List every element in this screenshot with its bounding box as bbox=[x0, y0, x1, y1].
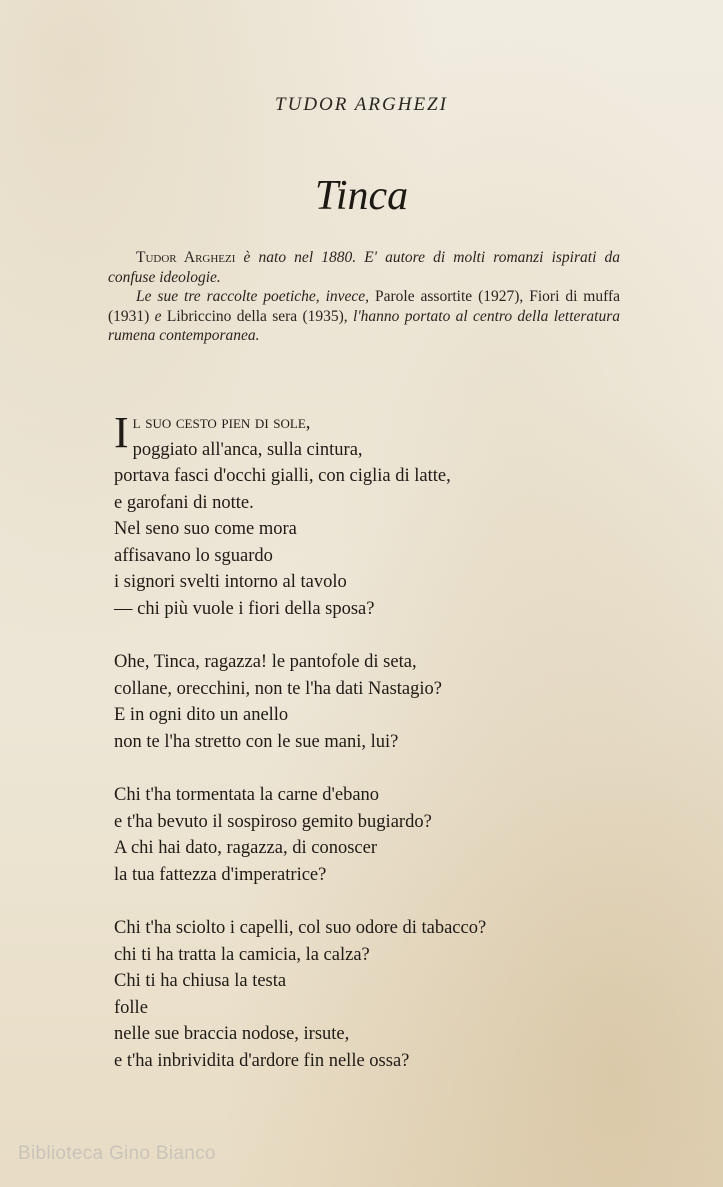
running-head: TUDOR ARGHEZI bbox=[275, 94, 448, 115]
intro-conjunction: e bbox=[154, 307, 162, 325]
intro-author-name: Tudor Arghezi bbox=[136, 249, 236, 266]
library-watermark: Biblioteca Gino Bianco bbox=[18, 1143, 216, 1164]
poem-line: collane, orecchini, non te l'ha dati Nastagio? bbox=[114, 678, 442, 699]
poem-line: nelle sue braccia nodose, irsute, bbox=[114, 1024, 350, 1044]
poem-line: affisavano lo sguardo bbox=[114, 545, 273, 566]
intro-year-2: (1931) bbox=[108, 307, 150, 325]
poem-line: Chi ti ha chiusa la testa bbox=[114, 971, 287, 991]
poem-line: Chi t'ha sciolto i capelli, col suo odore di tabacco? bbox=[114, 918, 487, 938]
poem-line: chi ti ha tratta la camicia, la calza? bbox=[114, 944, 370, 965]
author-introduction bbox=[108, 248, 620, 346]
poem-line: Nel seno suo come mora bbox=[114, 519, 297, 539]
poem-line: Ohe, Tinca, ragazza! le pantofole di seta, bbox=[114, 652, 417, 672]
intro-book-2: Fiori di muffa bbox=[529, 288, 621, 305]
first-line-rest: l suo cesto pien di sole, bbox=[132, 413, 311, 433]
poem-line: poggiato all'anca, sulla cintura, bbox=[132, 439, 363, 460]
poem-title: Tinca bbox=[314, 173, 409, 219]
intro-year-1: (1927), bbox=[478, 288, 524, 305]
stanza-1 bbox=[114, 410, 614, 622]
poem-line: A chi hai dato, ragazza, di conoscer bbox=[114, 838, 377, 858]
poem-line: e garofani di notte. bbox=[114, 492, 254, 513]
stanza-4 bbox=[114, 915, 614, 1074]
intro-paragraph-1 bbox=[108, 248, 620, 287]
intro-year-3: (1935), bbox=[302, 307, 348, 325]
intro-tail: l'hanno portato al centro della letteratura rumena contemporanea. bbox=[108, 307, 621, 344]
poem-line: e t'ha inbrividita d'ardore fin nelle ossa? bbox=[114, 1050, 410, 1071]
intro-paragraph-2 bbox=[108, 287, 620, 346]
intro-book-1: Parole assortite bbox=[374, 288, 473, 305]
poem-line: folle bbox=[114, 997, 148, 1018]
poem-line: portava fasci d'occhi gialli, con ciglia di latte, bbox=[114, 466, 451, 486]
intro-bio-text: è nato nel 1880. E' autore di molti romanzi ispirati da confuse ideologie. bbox=[108, 249, 620, 286]
intro-book-3: Libriccino della sera bbox=[166, 307, 298, 325]
poem-body bbox=[114, 410, 614, 1101]
intro-lead: Le sue tre raccolte poetiche, invece, bbox=[136, 288, 370, 305]
stanza-3 bbox=[114, 782, 614, 888]
poem-line: E in ogni dito un anello bbox=[114, 705, 289, 725]
poem-line: non te l'ha stretto con le sue mani, lui? bbox=[114, 731, 399, 752]
poem-line: la tua fattezza d'imperatrice? bbox=[114, 864, 327, 885]
poem-line: i signori svelti intorno al tavolo bbox=[114, 572, 347, 592]
stanza-2 bbox=[114, 649, 614, 755]
poem-line: — chi più vuole i fiori della sposa? bbox=[114, 598, 375, 619]
drop-cap: I bbox=[114, 408, 129, 457]
poem-line: Chi t'ha tormentata la carne d'ebano bbox=[114, 785, 380, 805]
poem-line: e t'ha bevuto il sospiroso gemito bugiardo? bbox=[114, 811, 432, 832]
